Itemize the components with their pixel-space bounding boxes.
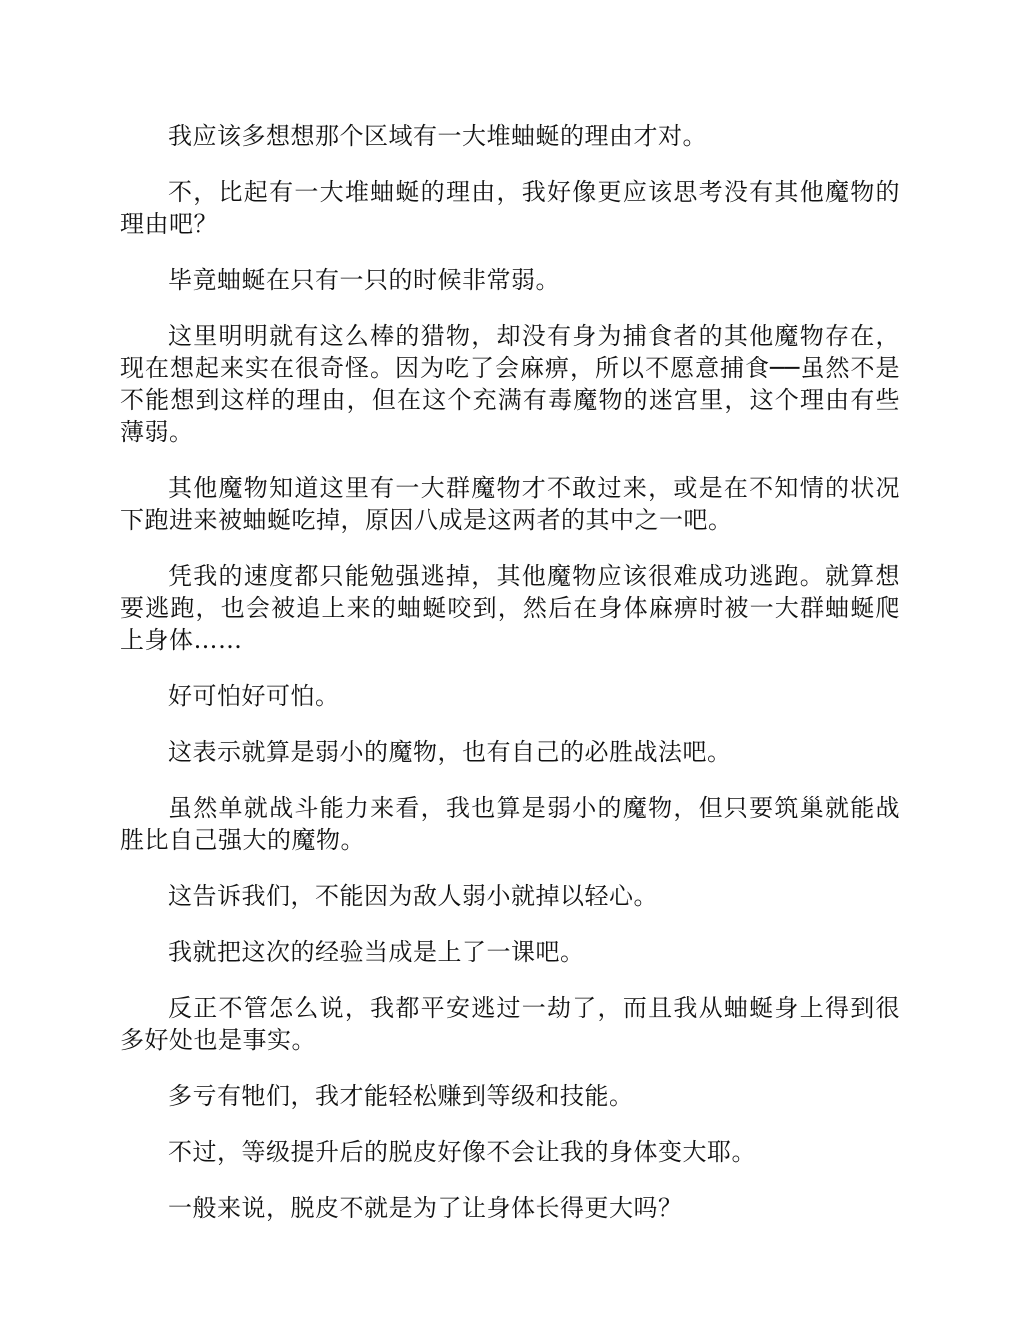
- paragraph-3: 毕竟蚰蜒在只有一只的时候非常弱。: [168, 266, 560, 294]
- paragraph-12: 反正不管怎么说，我都平安逃过一劫了，而且我从蚰蜒身上得到很多好处也是事实。: [120, 994, 900, 1054]
- paragraph-2: 不，比起有一大堆蚰蜒的理由，我好像更应该思考没有其他魔物的理由吧？: [120, 178, 900, 238]
- paragraph-10: 这告诉我们，不能因为敌人弱小就掉以轻心。: [168, 882, 658, 910]
- paragraph-6: 凭我的速度都只能勉强逃掉，其他魔物应该很难成功逃跑。就算想要逃跑，也会被追上来的蚰蜒咬到，然后在身体麻痹时被一大群蚰蜒爬上身体……: [120, 562, 900, 654]
- paragraph-9: 虽然单就战斗能力来看，我也算是弱小的魔物，但只要筑巢就能战胜比自己强大的魔物。: [120, 794, 900, 854]
- paragraph-11: 我就把这次的经验当成是上了一课吧。: [168, 938, 585, 966]
- paragraph-13: 多亏有牠们，我才能轻松赚到等级和技能。: [168, 1082, 634, 1110]
- paragraph-4: 这里明明就有这么棒的猎物，却没有身为捕食者的其他魔物存在，现在想起来实在很奇怪。因为吃了会麻痹，所以不愿意捕食──虽然不是不能想到这样的理由，但在这个充满有毒魔物的迷宫里，这个理由有些薄弱。: [120, 322, 900, 446]
- paragraph-15: 一般来说，脱皮不就是为了让身体长得更大吗？: [168, 1194, 683, 1222]
- paragraph-1: 我应该多想想那个区域有一大堆蚰蜒的理由才对。: [168, 122, 707, 150]
- paragraph-14: 不过，等级提升后的脱皮好像不会让我的身体变大耶。: [168, 1138, 756, 1166]
- paragraph-7: 好可怕好可怕。: [168, 682, 340, 710]
- document-page: [120, 120, 900, 1248]
- paragraph-8: 这表示就算是弱小的魔物，也有自己的必胜战法吧。: [168, 738, 732, 766]
- paragraph-5: 其他魔物知道这里有一大群魔物才不敢过来，或是在不知情的状况下跑进来被蚰蜒吃掉，原因八成是这两者的其中之一吧。: [120, 474, 900, 534]
